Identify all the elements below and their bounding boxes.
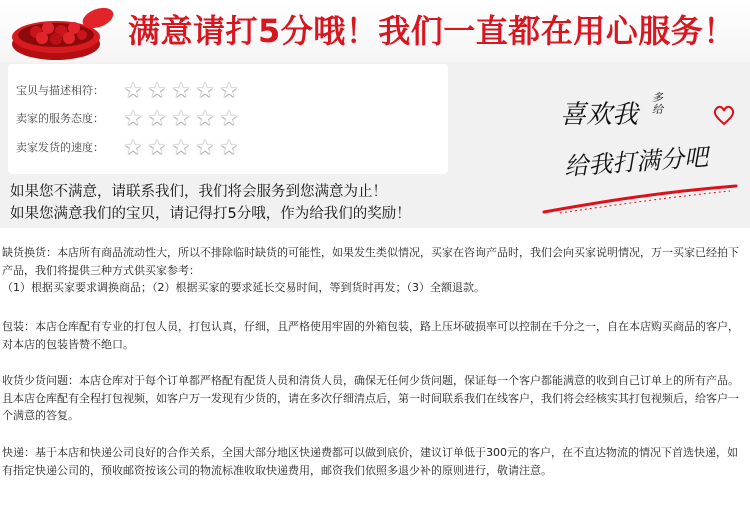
star-icon[interactable]: ★ xyxy=(195,106,215,130)
star-icon[interactable]: ★ xyxy=(123,78,143,102)
star-icon[interactable]: ★ xyxy=(147,106,167,130)
section-shipping xyxy=(2,444,748,479)
rating-banner xyxy=(0,0,750,228)
section-text: 包装：本店仓库配有专业的打包人员，打包认真，仔细，且严格使用牢固的外箱包装，路上压坏破损率可以控制在千分之一，自在本店购买商品的客户，对本店的包装皆赞不绝口。 xyxy=(2,320,739,351)
rating-row-service xyxy=(16,106,240,130)
star-icon[interactable]: ★ xyxy=(171,106,191,130)
star-icon[interactable]: ★ xyxy=(219,78,239,102)
star-icon[interactable]: ★ xyxy=(147,78,167,102)
section-stockout xyxy=(2,244,748,297)
star-icon[interactable]: ★ xyxy=(123,106,143,130)
brush-stroke xyxy=(540,182,740,216)
star-icon[interactable]: ★ xyxy=(147,135,167,159)
rating-row-shipping-speed xyxy=(16,135,240,159)
rating-label: 宝贝与描述相符： xyxy=(16,84,104,97)
rating-label: 卖家发货的速度： xyxy=(16,141,104,154)
handwriting-small: 多给 xyxy=(652,91,663,116)
banner-message-line-2: 如果您满意我们的宝贝，请记得打5分哦，作为给我们的奖励！ xyxy=(10,206,411,222)
star-icon[interactable]: ★ xyxy=(219,106,239,130)
star-rating[interactable] xyxy=(122,107,240,129)
star-icon[interactable]: ★ xyxy=(171,135,191,159)
star-rating[interactable] xyxy=(122,136,240,158)
handwriting-line-2: 给我打满分吧 xyxy=(563,143,709,181)
rating-label: 卖家的服务态度： xyxy=(16,112,104,125)
section-text: 收货少货问题：本店仓库对于每个订单都严格配有配货人员和清货人员，确保无任何少货问题，保证每一个客户都能满意的收到自己订单上的所有产品。且本店仓库配有全程打包视频，如客户万一发现有少货的，请在多次仔细清点后，第一时间联系我们在线客户，我们将会经核实其打包视频后，给客户一个满意的答复。 xyxy=(2,374,739,422)
rating-card xyxy=(8,64,448,174)
section-shortage xyxy=(2,372,748,425)
star-icon[interactable]: ★ xyxy=(171,78,191,102)
star-icon[interactable]: ★ xyxy=(195,135,215,159)
handwritten-note xyxy=(540,82,745,222)
handwriting-line-1: 喜欢我 xyxy=(560,100,639,130)
section-options: （1）根据买家要求调换商品；（2）根据买家的要求延长交易时间，等到货时再发；（3）全额退款。 xyxy=(2,281,485,294)
star-icon[interactable]: ★ xyxy=(219,135,239,159)
heart-icon xyxy=(712,104,736,126)
star-icon[interactable]: ★ xyxy=(123,135,143,159)
headline: 满意请打5分哦！我们一直都在用心服务！ xyxy=(128,12,736,50)
section-text: 缺货换货：本店所有商品流动性大，所以不排除临时缺货的可能性，如果发生类似情况，买家在咨询产品时，我们会向买家说明情况，万一买家已经拍下产品，我们将提供三种方式供买家参考： xyxy=(2,246,739,277)
section-text: 快递：基于本店和快递公司良好的合作关系，全国大部分地区快递费都可以做到底价，建议订单低于300元的客户，在不直达物流的情况下首选快递，如有指定快递公司的，预收邮资按该公司的物流标准收取快递费用，邮资我们依照多退少补的原则进行，敬请注意。 xyxy=(2,446,738,477)
rating-row-description xyxy=(16,78,240,102)
rose-gift-box-image xyxy=(6,4,116,64)
section-packing xyxy=(2,318,748,353)
star-icon[interactable]: ★ xyxy=(195,78,215,102)
banner-message-line-1: 如果您不满意，请联系我们，我们将会服务到您满意为止！ xyxy=(10,184,387,200)
star-rating[interactable] xyxy=(122,79,240,101)
